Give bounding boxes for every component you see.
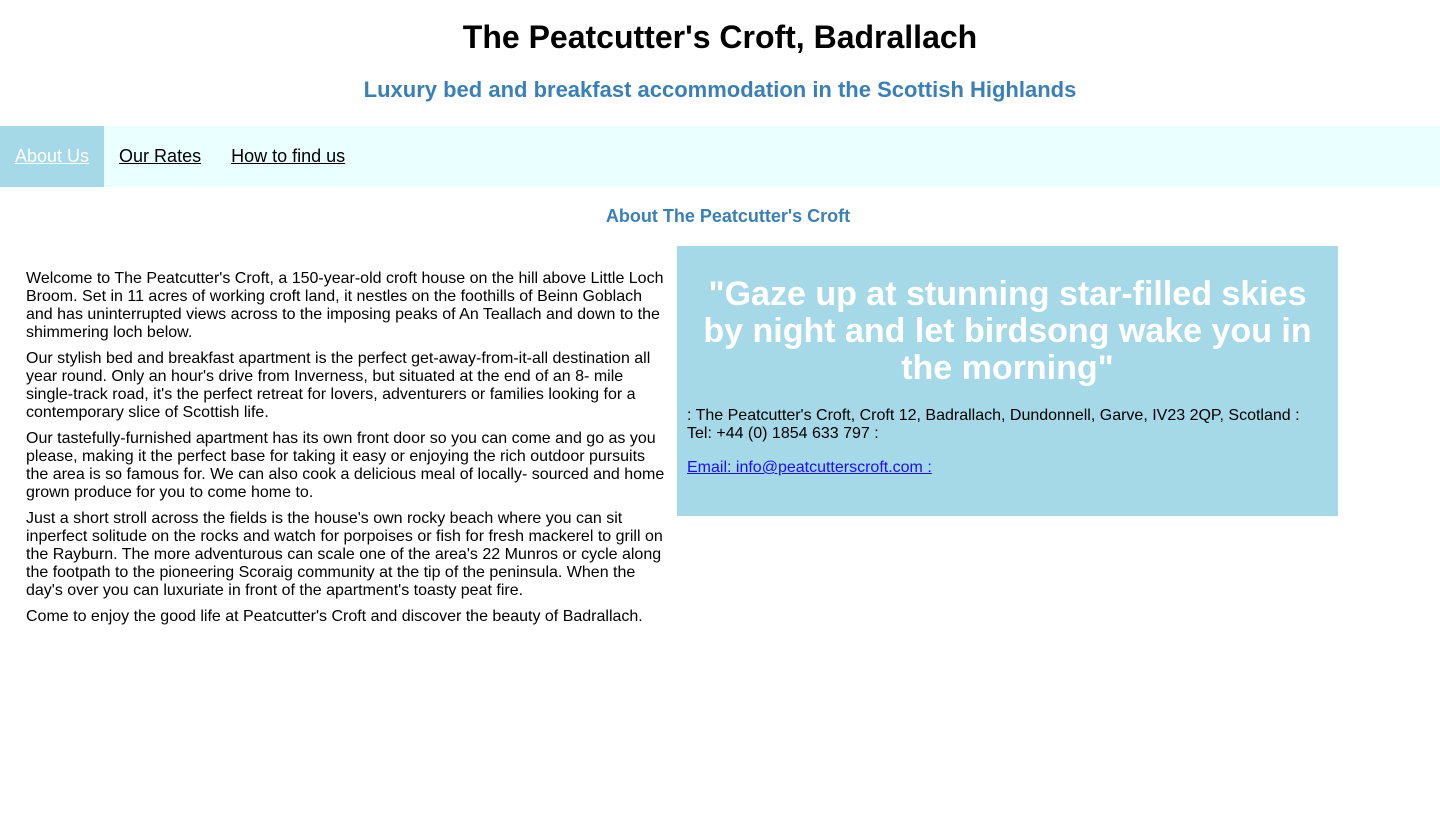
main-nav bbox=[0, 126, 1440, 187]
nav-item-about-us[interactable]: About Us bbox=[0, 126, 104, 187]
site-subtitle: Luxury bed and breakfast accommodation in the Scottish Highlands bbox=[363, 77, 1077, 102]
about-paragraph-3: Our tastefully-furnished apartment has its own front door so you can come and go as you please, making it the perfect base for taking it easy or enjoying the rich outdoor pursuits the area is so famous for. We can also cook a delicious meal of locally- sourced and home grown produce for you to come home to. bbox=[26, 430, 665, 501]
quote-sidebar bbox=[677, 246, 1338, 516]
contact-address: : The Peatcutter's Croft, Croft 12, Badrallach, Dundonnell, Garve, IV23 2QP, Scotland : Tel: +44 (0) 1854 633 797 : bbox=[687, 407, 1300, 442]
nav-item-how-to-find-us[interactable]: How to find us bbox=[231, 146, 346, 166]
sidebar-quote: "Gaze up at stunning star-filled skies by night and let birdsong wake you in the morning" bbox=[703, 275, 1312, 387]
email-link[interactable]: Email: info@peatcutterscroft.com : bbox=[687, 459, 932, 476]
section-heading: About The Peatcutter's Croft bbox=[605, 206, 851, 226]
about-paragraph-1: Welcome to The Peatcutter's Croft, a 150-year-old croft house on the hill above Little Loch Broom. Set in 11 acres of working croft land, it nestles on the foothills of Beinn Goblach and has uninterrupted views across to the imposing peaks of An Teallach and down to the shimmering loch below. bbox=[26, 270, 664, 341]
site-title: The Peatcutter's Croft, Badrallach bbox=[462, 19, 978, 55]
about-paragraph-4: Just a short stroll across the fields is the house's own rocky beach where you can sit inperfect solitude on the rocks and watch for porpoises or fish for fresh mackerel to grill on the Rayburn. The more adventurous can scale one of the area's 22 Munros or cycle along the footpath to the pioneering Scoraig community at the tip of the peninsula. When the day's over you can luxuriate in front of the apartment's toasty peat fire. bbox=[26, 510, 663, 599]
about-content bbox=[26, 270, 668, 634]
about-paragraph-5: Come to enjoy the good life at Peatcutter's Croft and discover the beauty of Badrallach. bbox=[26, 608, 643, 625]
nav-item-our-rates[interactable]: Our Rates bbox=[119, 146, 202, 166]
about-paragraph-2: Our stylish bed and breakfast apartment is the perfect get-away-from-it-all destination all year round. Only an hour's drive from Inverness, but situated at the end of an 8- mile single-track road, it's the perfect retreat for lovers, adventurers or families looking for a contemporary slice of Scottish life. bbox=[26, 350, 651, 421]
